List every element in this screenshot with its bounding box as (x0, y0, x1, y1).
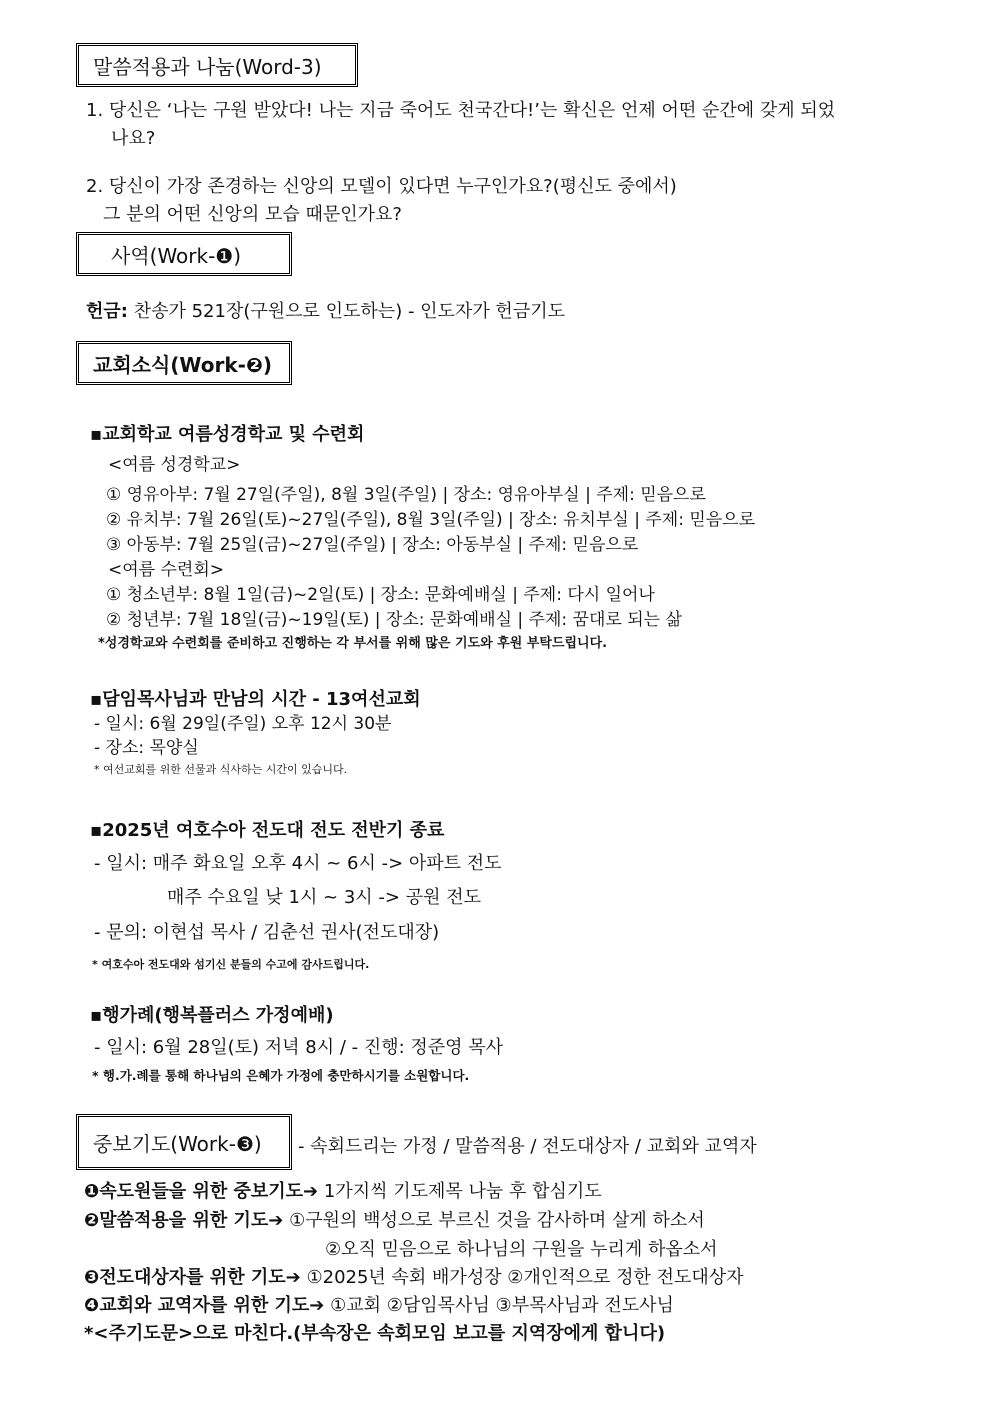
news-1-sub-retreat: <여름 수련회> (108, 560, 225, 580)
news-1-note: *성경학교와 수련회를 준비하고 진행하는 각 부서를 위해 많은 기도와 후원 부탁드립니다. (98, 636, 608, 651)
news-1-sub-vbs: <여름 성경학교> (108, 455, 241, 475)
news-3-heading: ▪2025년 여호수아 전도대 전도 전반기 종료 (90, 820, 445, 841)
question-1-line2: 나요? (111, 128, 156, 149)
prayer-item-3 (84, 1263, 744, 1289)
news-3-note: * 여호수아 전도대와 섬기신 분들의 수고에 감사드립니다. (92, 958, 370, 971)
section-title-work2: 교회소식(Work-❷) (93, 352, 273, 377)
prayer-item-1 (84, 1177, 602, 1203)
prayer-item-2-text: ①구원의 백성으로 부르신 것을 감사하며 살게 하소서 (289, 1210, 705, 1231)
news-2-line: - 일시: 6월 29일(주일) 오후 12시 30분 (94, 714, 392, 734)
news-4-note: * 행.가.례를 통해 하나님의 은혜가 가정에 충만하시기를 소원합니다. (92, 1068, 470, 1083)
prayer-item-3-text: ①2025년 속회 배가성장 ②개인적으로 정한 전도대상자 (306, 1267, 744, 1288)
closing-line: *<주기도문>으로 마친다.(부속장은 속회모임 보고를 지역장에게 합니다) (84, 1323, 666, 1344)
offering-text: 찬송가 521장(구원으로 인도하는) - 인도자가 헌금기도 (133, 301, 565, 322)
section-title-box-work3 (76, 1114, 292, 1170)
news-4-heading: ▪행가례(행복플러스 가정예배) (90, 1005, 334, 1026)
offering-line (86, 297, 565, 323)
news-3-line: - 문의: 이현섭 목사 / 김춘선 권사(전도대장) (94, 922, 440, 943)
news-4-line: - 일시: 6월 28일(토) 저녁 8시 / - 진행: 정준영 목사 (94, 1037, 504, 1058)
news-2-note: * 여선교회를 위한 선물과 식사하는 시간이 있습니다. (94, 763, 348, 776)
prayer-item-2-label: ❷말씀적용을 위한 기도➔ (84, 1210, 284, 1231)
news-1-item: ② 청년부: 7월 18일(금)~19일(토) | 장소: 문화예배실 | 주제: 꿈대로 되는 삶 (106, 610, 682, 630)
prayer-item-4 (84, 1291, 674, 1317)
section-title-work3: 중보기도(Work-❸) (93, 1131, 262, 1156)
news-3-line: 매주 수요일 낮 1시 ~ 3시 -> 공원 전도 (167, 887, 481, 908)
news-1-item: ③ 아동부: 7월 25일(금)~27일(주일) | 장소: 아동부실 | 주제: 믿음으로 (106, 535, 639, 555)
prayer-item-2-text2: ②오직 믿음으로 하나님의 구원을 누리게 하옵소서 (325, 1239, 718, 1260)
news-2-heading: ▪담임목사님과 만남의 시간 - 13여선교회 (90, 689, 421, 710)
section-title-box-work2 (76, 341, 292, 385)
section-title-work1: 사역(Work-❶) (111, 243, 242, 268)
news-1-heading: ▪교회학교 여름성경학교 및 수련회 (90, 424, 365, 445)
prayer-item-3-label: ❸전도대상자를 위한 기도➔ (84, 1267, 301, 1288)
news-3-line: - 일시: 매주 화요일 오후 4시 ~ 6시 -> 아파트 전도 (94, 853, 502, 874)
question-2-line2: 그 분의 어떤 신앙의 모습 때문인가요? (103, 204, 402, 225)
section-title-word: 말씀적용과 나눔(Word-3) (93, 54, 322, 79)
news-1-item: ② 유치부: 7월 26일(토)~27일(주일), 8월 3일(주일) | 장소: 유치부실 | 주제: 믿음으로 (106, 510, 756, 530)
prayer-item-4-label: ❹교회와 교역자를 위한 기도➔ (84, 1295, 325, 1316)
question-2-line1: 2. 당신이 가장 존경하는 신앙의 모델이 있다면 누구인가요?(평신도 중에서) (86, 176, 677, 197)
prayer-subtitle: - 속회드리는 가정 / 말씀적용 / 전도대상자 / 교회와 교역자 (298, 1136, 757, 1157)
prayer-item-4-text: ①교회 ②담임목사님 ③부목사님과 전도사님 (330, 1295, 674, 1316)
news-1-item: ① 영유아부: 7월 27일(주일), 8월 3일(주일) | 장소: 영유아부실 | 주제: 믿음으로 (106, 485, 706, 505)
prayer-item-1-text: 1가지씩 기도제목 나눔 후 합심기도 (323, 1181, 602, 1202)
offering-label: 헌금: (86, 301, 128, 322)
prayer-item-1-label: ❶속도원들을 위한 중보기도➔ (84, 1181, 319, 1202)
section-title-box-work1 (76, 232, 292, 276)
section-title-box-word (76, 43, 358, 87)
prayer-item-2 (84, 1206, 705, 1232)
news-2-line: - 장소: 목양실 (94, 738, 199, 758)
news-1-item: ① 청소년부: 8월 1일(금)~2일(토) | 장소: 문화예배실 | 주제: 다시 일어나 (106, 585, 655, 605)
question-1-line1: 1. 당신은 ‘나는 구원 받았다! 나는 지금 죽어도 천국간다!’는 확신은 언제 어떤 순간에 갖게 되었 (86, 100, 836, 121)
